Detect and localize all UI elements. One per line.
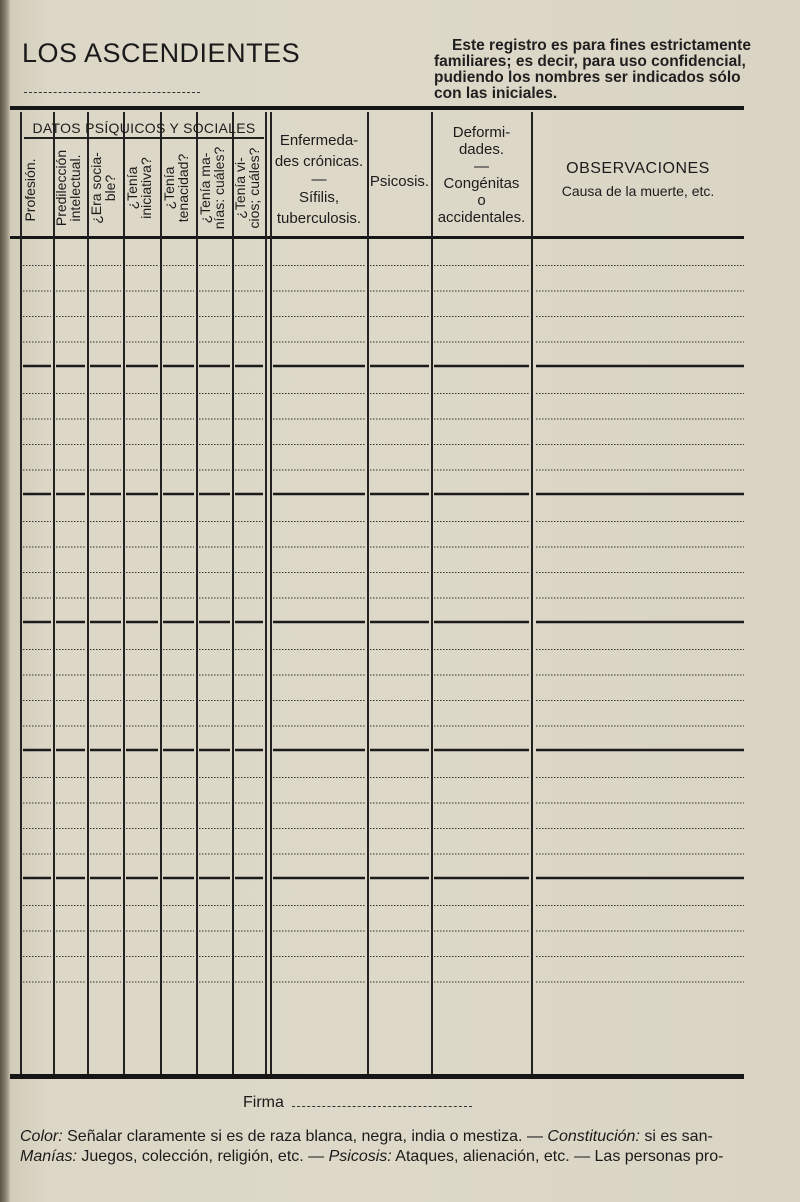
col-header-observaciones: OBSERVACIONES Causa de la muerte, etc. (561, 160, 715, 199)
col-header-vicios: ¿Tenía vi- cios; cuáles? (232, 147, 262, 229)
group-header-psychic-social: DATOS PSÍQUICOS Y SOCIALES (32, 120, 256, 136)
note-line: Este registro es para fines estrictamente (452, 37, 751, 54)
col-header-psicosis: Psicosis. (369, 173, 430, 190)
col-header-manias: ¿Tenía ma- nías: cuáles? (197, 146, 227, 230)
col-header-predileccion: Predilección intelectual. (53, 149, 83, 227)
page-title: LOS ASCENDIENTES (22, 38, 301, 68)
col-header-tenacidad: ¿Tenía tenacidad? (161, 153, 191, 223)
signature-line[interactable] (243, 1094, 472, 1112)
col-header-profesion: Profesión. (22, 158, 38, 222)
col-header-iniciativa: ¿Tenía iniciativa? (124, 157, 154, 219)
col-header-enfermedades: Enfermeda- des crónicas. — Sífilis, tuberculosis. (274, 132, 364, 227)
col-header-deformidades: Deformi- dades. — Congénitas o accidentales. (437, 124, 526, 226)
footer-note-line-1: Color: Señalar claramente si es de raza blanca, negra, india o mestiza. — Constitución: si es san- (20, 1128, 713, 1145)
col-header-sociable: ¿Era socia- ble? (88, 152, 118, 224)
signature-field[interactable] (292, 1106, 472, 1107)
signature-label: Firma (243, 1094, 284, 1111)
footer-note-line-2: Manías: Juegos, colección, religión, etc. — Psicosis: Ataques, alienación, etc. — Las personas pro- (20, 1148, 724, 1165)
note-line: con las iniciales. (434, 85, 558, 102)
note-line: familiares; es decir, para uso confidencial, (434, 53, 746, 70)
note-line: pudiendo los nombres ser indicados sólo (434, 69, 741, 86)
